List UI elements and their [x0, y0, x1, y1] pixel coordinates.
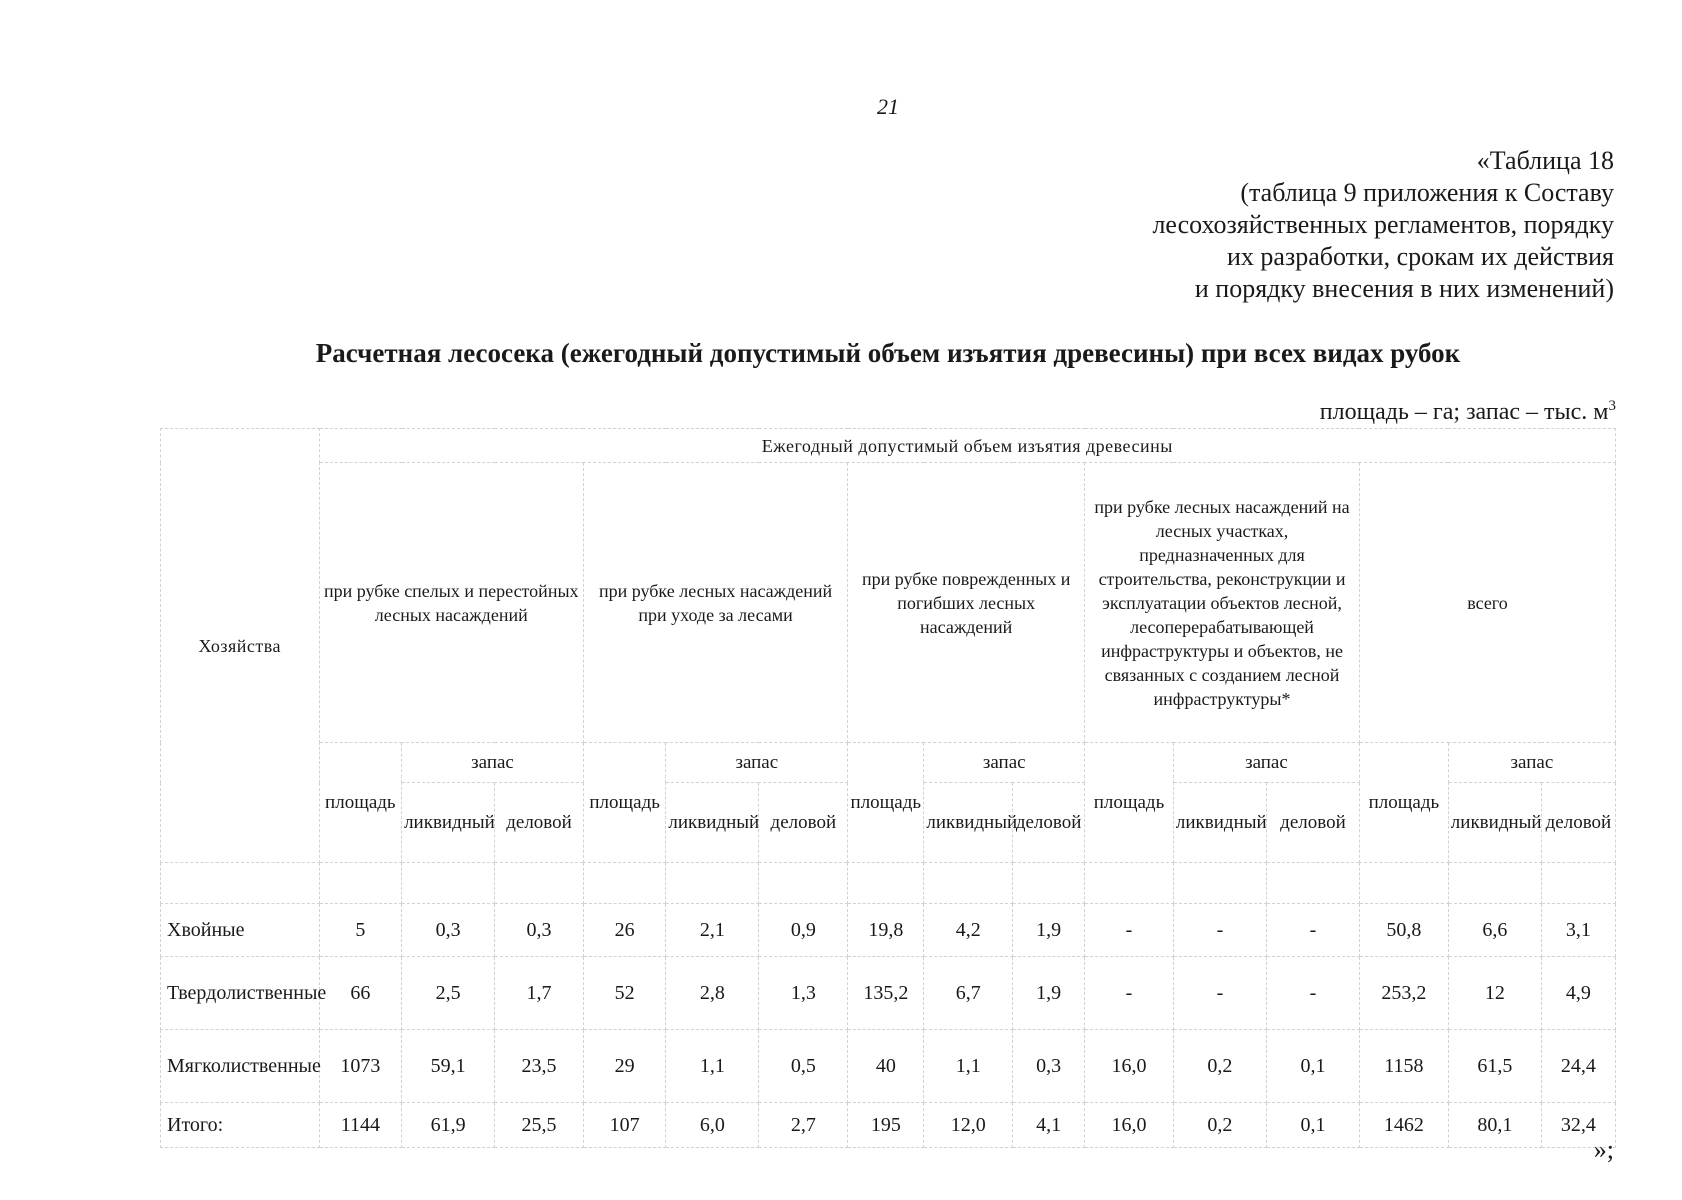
table-cell: 4,2 [924, 904, 1013, 957]
table-row [161, 957, 1616, 1030]
table-cell: 59,1 [402, 1030, 495, 1103]
area-header: площадь [319, 743, 401, 863]
group-header-damaged: при рубке поврежденных и погибших лесных насаждений [848, 463, 1085, 743]
table-cell: 26 [583, 904, 665, 957]
area-header: площадь [1359, 743, 1448, 863]
table-cell: - [1085, 957, 1174, 1030]
stock-header: запас [1448, 743, 1615, 783]
area-header: площадь [848, 743, 924, 863]
table-cell: 0,5 [759, 1030, 848, 1103]
table-cell: 40 [848, 1030, 924, 1103]
table-cell: 52 [583, 957, 665, 1030]
table-caption [1152, 145, 1614, 305]
total-cell: 32,4 [1541, 1103, 1615, 1148]
table-cell: 0,9 [759, 904, 848, 957]
total-cell: 107 [583, 1103, 665, 1148]
total-cell: 25,5 [495, 1103, 584, 1148]
caption-line: и порядку внесения в них изменений) [1194, 274, 1614, 303]
lesoseka-table [160, 428, 1616, 1148]
total-cell: 195 [848, 1103, 924, 1148]
header-row-top [161, 429, 1616, 463]
total-row [161, 1103, 1616, 1148]
units-note [1320, 398, 1616, 426]
closing-quote: »; [1593, 1135, 1614, 1164]
table-row [161, 1030, 1616, 1103]
business-header: деловой [759, 783, 848, 863]
page-number: 21 [877, 94, 899, 119]
table-cell: 0,1 [1266, 1030, 1359, 1103]
total-cell: 1462 [1359, 1103, 1448, 1148]
table-cell: 135,2 [848, 957, 924, 1030]
liquid-header: ликвидный [402, 783, 495, 863]
group-header-mature: при рубке спелых и перестойных лесных насаждений [319, 463, 583, 743]
table-cell: 6,7 [924, 957, 1013, 1030]
total-cell: 0,1 [1266, 1103, 1359, 1148]
units-text: площадь – га; запас – тыс. м [1319, 399, 1609, 425]
table-cell: 19,8 [848, 904, 924, 957]
table-cell: - [1085, 904, 1174, 957]
liquid-header: ликвидный [1173, 783, 1266, 863]
stock-header: запас [402, 743, 584, 783]
group-header-total: всего [1359, 463, 1615, 743]
units-superscript: 3 [1608, 398, 1616, 414]
table-cell: 50,8 [1359, 904, 1448, 957]
table-cell: 0,2 [1173, 1030, 1266, 1103]
total-cell: 0,2 [1173, 1103, 1266, 1148]
total-cell: 16,0 [1085, 1103, 1174, 1148]
business-header: деловой [1541, 783, 1615, 863]
table-row [161, 904, 1616, 957]
business-header: деловой [495, 783, 584, 863]
top-header-cell: Ежегодный допустимый объем изъятия древесины [319, 429, 1615, 463]
liquid-header: ликвидный [924, 783, 1013, 863]
spacer-row [161, 863, 1616, 904]
table-cell: 1,9 [1013, 957, 1085, 1030]
header-row-stock [161, 743, 1616, 783]
table-cell: 0,3 [495, 904, 584, 957]
table-cell: 1,9 [1013, 904, 1085, 957]
table-cell: 5 [319, 904, 401, 957]
total-cell: 2,7 [759, 1103, 848, 1148]
table-cell: 61,5 [1448, 1030, 1541, 1103]
group-header-infrastructure: при рубке лесных насаждений на лесных участках, предназначенных для строительства, реконструкции и эксплуатации объектов лесной, лесоперерабатывающей инфраструктуры и объектов, не связанных с созданием лесной инфраструктуры* [1085, 463, 1360, 743]
table-cell: 6,6 [1448, 904, 1541, 957]
area-header: площадь [583, 743, 665, 863]
total-cell: 80,1 [1448, 1103, 1541, 1148]
total-label: Итого: [161, 1103, 320, 1148]
business-header: деловой [1013, 783, 1085, 863]
group-header-care: при рубке лесных насаждений при уходе за лесами [583, 463, 847, 743]
business-header: деловой [1266, 783, 1359, 863]
caption-line: лесохозяйственных регламентов, порядку [1152, 210, 1614, 239]
table-cell: - [1266, 904, 1359, 957]
table-cell: 1073 [319, 1030, 401, 1103]
document-title: Расчетная лесосека (ежегодный допустимый объем изъятия древесины) при всех видах рубок [315, 338, 1461, 368]
table-cell: 4,9 [1541, 957, 1615, 1030]
total-cell: 1144 [319, 1103, 401, 1148]
liquid-header: ликвидный [1448, 783, 1541, 863]
total-cell: 6,0 [666, 1103, 759, 1148]
table-cell: 1,1 [666, 1030, 759, 1103]
stock-header: запас [924, 743, 1085, 783]
table-cell: 0,3 [1013, 1030, 1085, 1103]
table-cell: 2,1 [666, 904, 759, 957]
total-cell: 12,0 [924, 1103, 1013, 1148]
table-cell: 1158 [1359, 1030, 1448, 1103]
table-cell: 1,7 [495, 957, 584, 1030]
caption-line: «Таблица 18 [1476, 146, 1614, 175]
table-cell: 12 [1448, 957, 1541, 1030]
table-cell: 16,0 [1085, 1030, 1174, 1103]
row-name: Мягколиственные [161, 1030, 320, 1103]
row-name: Хвойные [161, 904, 320, 957]
table-cell: - [1266, 957, 1359, 1030]
table-cell: 0,3 [402, 904, 495, 957]
table-cell: 3,1 [1541, 904, 1615, 957]
row-name: Твердолиственные [161, 957, 320, 1030]
table-cell: 1,3 [759, 957, 848, 1030]
total-cell: 4,1 [1013, 1103, 1085, 1148]
stock-header: запас [666, 743, 848, 783]
table-cell: 253,2 [1359, 957, 1448, 1030]
total-cell: 61,9 [402, 1103, 495, 1148]
table-cell: 23,5 [495, 1030, 584, 1103]
table-cell: - [1173, 904, 1266, 957]
area-header: площадь [1085, 743, 1174, 863]
caption-line: их разработки, срокам их действия [1227, 242, 1614, 271]
caption-line: (таблица 9 приложения к Составу [1240, 178, 1614, 207]
stock-header: запас [1173, 743, 1359, 783]
header-row-groups [161, 463, 1616, 743]
table-cell: - [1173, 957, 1266, 1030]
table-cell: 24,4 [1541, 1030, 1615, 1103]
table-cell: 29 [583, 1030, 665, 1103]
liquid-header: ликвидный [666, 783, 759, 863]
table-cell: 66 [319, 957, 401, 1030]
row-header-cell: Хозяйства [161, 429, 320, 863]
table-cell: 2,8 [666, 957, 759, 1030]
table-cell: 2,5 [402, 957, 495, 1030]
table-cell: 1,1 [924, 1030, 1013, 1103]
